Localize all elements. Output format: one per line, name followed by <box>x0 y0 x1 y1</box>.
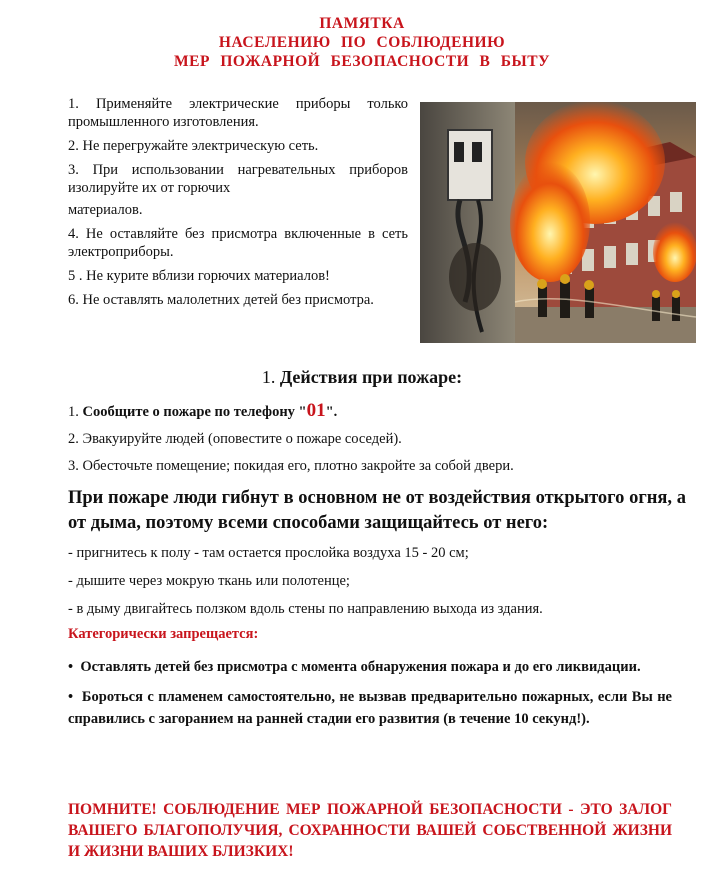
rule-item: 4. Не оставляйте без присмотра включенные в сеть электроприборы. <box>68 226 408 260</box>
safety-rules-list <box>68 95 408 315</box>
emergency-phone-number: 01 <box>306 400 326 421</box>
action-item: 2. Эвакуируйте людей (оповестите о пожаре соседей). <box>68 431 402 447</box>
smoke-warning: При пожаре люди гибнут в основном не от воздействия открытого огня, а от дыма, поэтому всеми способами защищайтесь от него: <box>68 488 686 533</box>
fire-actions-list <box>68 402 688 484</box>
action-text: Сообщите о пожаре по телефону " <box>82 404 307 420</box>
rule-item: 3. При использовании нагревательных приборов изолируйте их от горючих <box>68 162 408 196</box>
title-line-1: ПАМЯТКА <box>319 15 405 32</box>
action-item <box>68 402 688 421</box>
section-title: Действия при пожаре: <box>279 367 463 387</box>
section-heading <box>0 366 724 388</box>
forbidden-item: • Бороться с пламенем самостоятельно, не вызвав предварительно пожарных, если Вы не справились с загоранием на ранней стадии его развития (в течение 10 секунд!). <box>68 689 672 727</box>
section-number: 1. <box>261 367 276 387</box>
action-item: 3. Обесточьте помещение; покидая его, плотно закройте за собой двери. <box>68 458 514 474</box>
document-title <box>0 14 724 71</box>
tip-item: - дышите через мокрую ткань или полотенце; <box>68 573 350 589</box>
forbidden-item: • Оставлять детей без присмотра с момента обнаружения пожара и до его ликвидации. <box>68 659 641 675</box>
forbidden-heading: Категорически запрещается: <box>68 626 259 642</box>
rule-item: 1. Применяйте электрические приборы только промышленного изготовления. <box>68 96 408 130</box>
rule-item: 2. Не перегружайте электрическую сеть. <box>68 138 319 154</box>
action-text-suffix: ". <box>325 404 338 420</box>
title-line-2: НАСЕЛЕНИЮ ПО СОБЛЮДЕНИЮ <box>218 34 506 51</box>
action-number: 1. <box>68 404 79 420</box>
tip-item: - пригнитесь к полу - там остается прослойка воздуха 15 - 20 см; <box>68 545 469 561</box>
rule-item: 6. Не оставлять малолетних детей без присмотра. <box>68 292 374 308</box>
rule-item-continuation: материалов. <box>68 202 143 218</box>
reminder-footer: ПОМНИТЕ! СОБЛЮДЕНИЕ МЕР ПОЖАРНОЙ БЕЗОПАСНОСТИ - ЭТО ЗАЛОГ ВАШЕГО БЛАГОПОЛУЧИЯ, СОХРАННОСТИ ВАШЕЙ СОБСТВЕННОЙ ЖИЗНИ И ЖИЗНИ ВАШИХ БЛИЗКИХ! <box>68 801 672 860</box>
tip-item: - в дыму двигайтесь ползком вдоль стены по направлению выхода из здания. <box>68 601 543 617</box>
forbidden-list <box>68 656 672 738</box>
burning-building-photo <box>420 102 696 343</box>
forbidden-item-text: Бороться с пламенем самостоятельно, не вызвав предварительно пожарных, если Вы не справились с загоранием на ранней стадии его развития (в течение 10 секунд!). <box>68 689 672 727</box>
forbidden-item-text: Оставлять детей без присмотра с момента обнаружения пожара и до его ликвидации. <box>80 659 641 675</box>
smoke-tips-list <box>68 544 688 628</box>
rule-item: 5 . Не курите вблизи горючих материалов! <box>68 268 330 284</box>
title-line-3: МЕР ПОЖАРНОЙ БЕЗОПАСНОСТИ В БЫТУ <box>174 53 550 70</box>
